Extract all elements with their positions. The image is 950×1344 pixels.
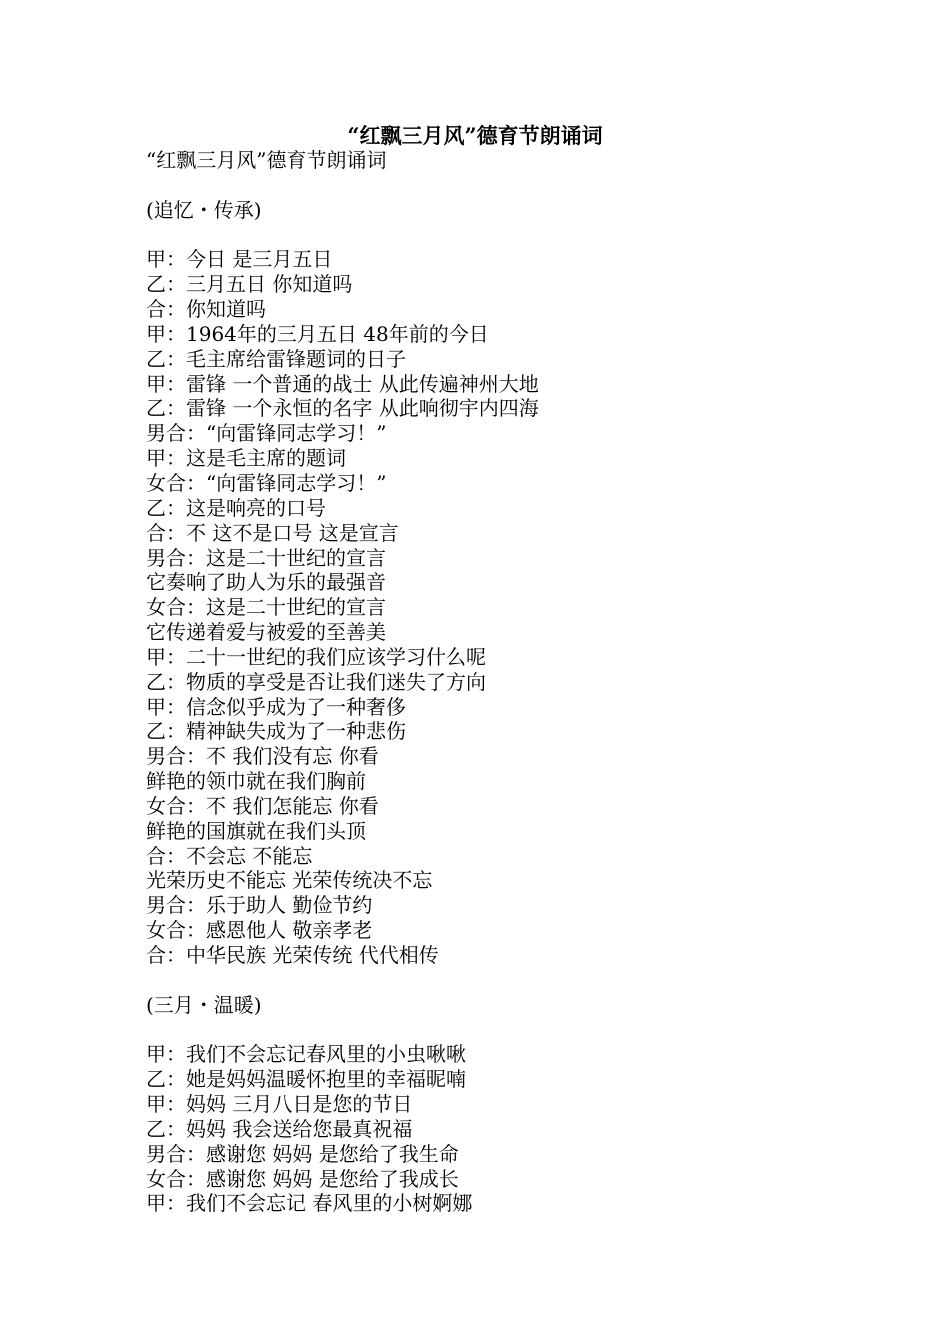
text-line: 女合：感谢您 妈妈 是您给了我成长 (146, 1166, 459, 1191)
blank-line (146, 223, 886, 248)
text-line: 女合：“向雷锋同志学习！” (146, 470, 387, 495)
text-line: 它传递着爱与被爱的至善美 (146, 620, 386, 645)
text-line: 合：不 这不是口号 这是宣言 (146, 520, 399, 545)
text-line: 甲：今日 是三月五日 (146, 247, 333, 272)
text-line: 乙：雷锋 一个永恒的名字 从此响彻宇内四海 (146, 396, 539, 421)
text-line: 男合：乐于助人 勤俭节约 (146, 893, 373, 918)
text-line: 鲜艳的国旗就在我们头顶 (146, 818, 366, 843)
text-line: 女合：不 我们怎能忘 你看 (146, 793, 379, 818)
text-line: 甲：1964年的三月五日 48年前的今日 (146, 321, 489, 346)
text-line: 乙：三月五日 你知道吗 (146, 272, 353, 297)
text-line: 甲：妈妈 三月八日是您的节日 (146, 1092, 413, 1117)
text-line: (三月・温暖) (146, 992, 262, 1017)
blank-line (146, 968, 886, 993)
text-line: 女合：这是二十世纪的宣言 (146, 595, 386, 620)
text-line: 合：中华民族 光荣传统 代代相传 (146, 943, 439, 967)
text-line: 甲：我们不会忘记 春风里的小树婀娜 (146, 1191, 473, 1216)
text-line: 乙：物质的享受是否让我们迷失了方向 (146, 669, 486, 694)
text-line: 乙：毛主席给雷锋题词的日子 (146, 346, 406, 371)
text-line: 乙：妈妈 我会送给您最真祝福 (146, 1116, 413, 1141)
text-line: 男合：感谢您 妈妈 是您给了我生命 (146, 1141, 459, 1166)
text-line: (追忆・传承) (146, 197, 262, 222)
text-line: 甲：这是毛主席的题词 (146, 446, 346, 471)
text-line: 甲：二十一世纪的我们应该学习什么呢 (146, 644, 486, 669)
blank-line (146, 1018, 886, 1043)
text-line: 鲜艳的领巾就在我们胸前 (146, 769, 366, 794)
text-line: 甲：雷锋 一个普通的战士 从此传遍神州大地 (146, 371, 539, 396)
text-line: “红飘三月风”德育节朗诵词 (146, 148, 387, 172)
text-line: 光荣历史不能忘 光荣传统决不忘 (146, 868, 433, 893)
text-line: 男合：不 我们没有忘 你看 (146, 744, 379, 769)
text-line: 女合：感恩他人 敬亲孝老 (146, 918, 373, 943)
text-line: 合：你知道吗 (146, 297, 266, 322)
blank-line (146, 173, 886, 198)
text-line: 男合：“向雷锋同志学习！” (146, 421, 387, 446)
text-line: 乙：这是响亮的口号 (146, 495, 326, 520)
poem-body (146, 148, 886, 1216)
text-line: 乙：她是妈妈温暖怀抱里的幸福昵喃 (146, 1067, 466, 1092)
text-line: 乙：精神缺失成为了一种悲伤 (146, 719, 406, 744)
document-title: “红飘三月风”德育节朗诵词 (347, 123, 603, 148)
text-line: 它奏响了助人为乐的最强音 (146, 570, 386, 595)
text-line: 合：不会忘 不能忘 (146, 843, 313, 868)
text-line: 男合：这是二十世纪的宣言 (146, 545, 386, 570)
text-line: 甲：我们不会忘记春风里的小虫啾啾 (146, 1042, 466, 1067)
text-line: 甲：信念似乎成为了一种奢侈 (146, 694, 406, 719)
